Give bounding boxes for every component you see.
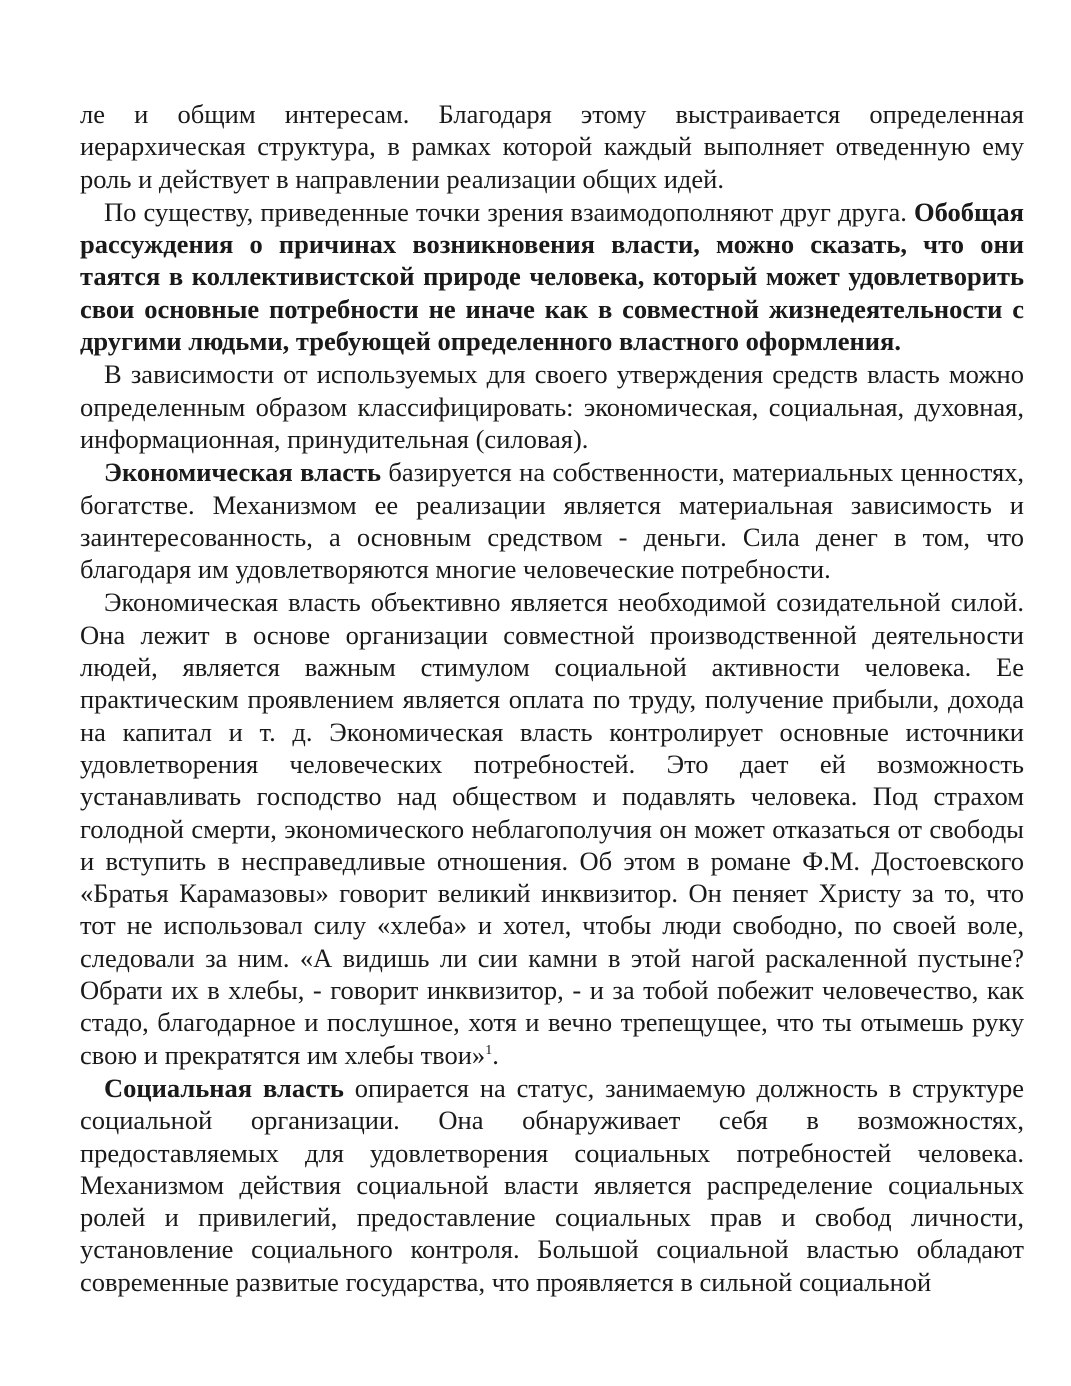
paragraph-text: В зависимости от используемых для своего утверждения средств власть можно определенным образом классифицировать: экономическая, социальная, духовная, информационная, принудительная (силовая). (80, 359, 1024, 454)
paragraph-economic-power-details (80, 586, 1024, 1070)
paragraph-classification (80, 358, 1024, 455)
term-social-power: Социальная власть (104, 1072, 344, 1103)
paragraph-text: ле и общим интересам. Благодаря этому выстраивается определенная иерархическая структура, в рамках которой каждый выполняет отведенную ему роль и действует в направлении реализации общих идей. (80, 99, 1024, 194)
paragraph-text: опирается на статус, занимаемую должность в структуре социальной организации. Она обнаруживает себя в возможностях, предоставляемых для удовлетворения социальных потребностей человека. Механизмом действия социальной власти является распределение социальных ролей и привилегий, предоставление социальных прав и свобод личности, установление социального контроля. Большой социальной властью обладают современные развитые государства, что проявляется в сильной социальной (80, 1072, 1024, 1297)
term-economic-power: Экономическая власть (104, 457, 382, 488)
paragraph-social-power (80, 1072, 1024, 1298)
paragraph-end: . (492, 1039, 499, 1070)
paragraph-continuation (80, 98, 1024, 195)
bold-conclusion: Обобщая рассуждения о причинах возникновения власти, можно сказать, что они таятся в коллективистской природе человека, который может удовлетворить свои основные потребности не иначе как в совместной жизнедеятельности с другими людьми, требующей определенного властного оформления. (80, 196, 1024, 357)
paragraph-economic-power (80, 456, 1024, 585)
paragraph-text: базируется на собственности, материальных ценностях, богатстве. Механизмом ее реализации является материальная зависимость и заинтересованность, а основным средством - деньги. Сила денег в том, что благодаря им удовлетворяются многие человеческие потребности. (80, 457, 1025, 585)
paragraph-text: По существу, приведенные точки зрения взаимодополняют друг друга. (104, 196, 915, 227)
paragraph-viewpoints (80, 196, 1024, 357)
footnote-marker[interactable]: 1 (485, 1042, 493, 1058)
document-page (80, 98, 1024, 1298)
paragraph-text: Экономическая власть объективно является необходимой созидательной силой. Она лежит в основе организации совместной производственной деятельности людей, является важным стимулом социальной активности человека. Ее практическим проявлением является оплата по труду, получение прибыли, дохода на капитал и т. д. Экономическая власть контролирует основные источники удовлетворения человеческих потребностей. Это дает ей возможность устанавливать господство над обществом и подавлять человека. Под страхом голодной смерти, экономического неблагополучия он может отказаться от свободы и вступить в несправедливые отношения. Об этом в романе Ф.М. Достоевского «Братья Карамазовы» говорит великий инквизитор. Он пеняет Христу за то, что тот не использовал силу «хлеба» и хотел, чтобы люди свободно, по своей воле, следовали за ним. «А видишь ли сии камни в этой нагой раскаленной пустыне? Обрати их в хлебы, - говорит инквизитор, - и за тобой побежит человечество, как стадо, благодарное и послушное, хотя и вечно трепещущее, что ты отымешь руку свою и прекратятся им хлебы твои» (80, 587, 1024, 1070)
